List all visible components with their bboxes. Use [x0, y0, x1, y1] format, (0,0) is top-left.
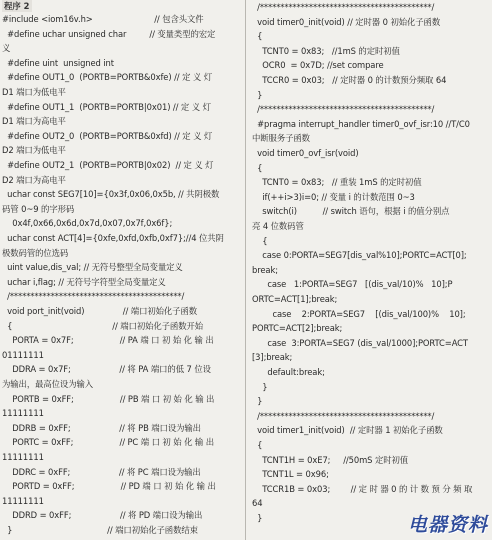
code-line: TCNT1L = 0x96;: [252, 469, 329, 480]
code-line: uint value,dis_val; // 无符号整型全局变量定义: [2, 262, 183, 273]
code-line: default:break;: [252, 367, 325, 377]
code-line: PORTB = 0xFF; // PB 端 口 初 始 化 输 出: [2, 393, 215, 404]
code-line: #include <iom16v.h> // 包含头文件: [2, 14, 204, 24]
code-line: 中断服务子函数: [252, 133, 310, 144]
code-line: case 1:PORTA=SEG7 [(dis_val/10)% 10];P: [252, 279, 453, 290]
program-tag: 程序 2: [4, 1, 30, 11]
code-line: TCCR0 = 0x03; // 定时器 0 的计数预分频取 64: [252, 75, 447, 85]
code-line: 01111111: [2, 349, 44, 360]
code-line: 0x4f,0x66,0x6d,0x7d,0x07,0x7f,0x6f};: [2, 218, 173, 229]
code-line: DDRC = 0xFF; // 将 PC 端口设为输出: [2, 466, 201, 477]
code-line: OCR0 = 0x7D; //set compare: [252, 60, 384, 71]
code-line: 亮 4 位数码管: [252, 221, 304, 231]
code-line: #define OUT1_1 (PORTB=PORTB|0x01) // 定 义 灯: [2, 101, 211, 112]
code-line: void timer0_ovf_isr(void): [252, 148, 359, 158]
code-line: }: [252, 513, 263, 523]
code-line: TCNT0 = 0x83; // 重装 1mS 的定时初值: [252, 177, 422, 188]
code-line: }: [252, 396, 263, 407]
code-line: PORTA = 0x7F; // PA 端 口 初 始 化 输 出: [2, 335, 214, 346]
code-line: } // 端口初始化子函数结束: [2, 525, 198, 535]
code-line: void timer1_init(void) // 定时器 1 初始化子函数: [252, 425, 443, 436]
code-line: D2 端口为低电平: [2, 145, 66, 156]
code-line: void timer0_init(void) // 定时器 0 初始化子函数: [252, 16, 441, 27]
code-line: void port_init(void) // 端口初始化子函数: [2, 306, 198, 316]
code-line: /******************************************/: [252, 410, 435, 421]
code-line: 极数码管的位选码: [2, 247, 69, 258]
code-line: D2 端口为高电平: [2, 174, 66, 185]
code-line: break;: [252, 264, 278, 275]
code-line: case 2:PORTA=SEG7 [(dis_val/100)% 10];: [252, 308, 466, 319]
code-line: /******************************************/: [252, 104, 435, 115]
code-line: 11111111: [2, 495, 44, 506]
code-line: case 0:PORTA=SEG7[dis_val%10];PORTC=ACT[0];: [252, 250, 467, 261]
code-line: uchar const SEG7[10]={0x3f,0x06,0x5b, // 共阴极数: [2, 189, 220, 200]
code-line: TCNT1H = 0xE7; //50mS 定时初值: [252, 454, 409, 465]
code-line: 为输出，最高位设为输入: [2, 379, 94, 389]
code-line: 11111111: [2, 452, 44, 462]
code-line: #define OUT2_1 (PORTB=PORTB|0x02) // 定 义 灯: [2, 160, 214, 170]
code-line: }: [252, 89, 263, 100]
code-line: {: [252, 162, 263, 173]
code-line: PORTD = 0xFF; // PD 端 口 初 始 化 输 出: [2, 481, 216, 492]
code-line: /******************************************/: [2, 291, 185, 302]
code-line: DDRB = 0xFF; // 将 PB 端口设为输出: [2, 422, 201, 433]
code-line: if(++i>3)i=0; // 变量 i 的计数范围 0~3: [252, 191, 415, 202]
code-line: { // 端口初始化子函数开始: [2, 320, 204, 331]
code-line: /******************************************/: [252, 2, 435, 12]
code-line: switch(i) // switch 语句，根据 i 的值分别点: [252, 206, 450, 217]
code-line: [3];break;: [252, 352, 293, 363]
code-line: 码管 0~9 的字形码: [2, 203, 75, 214]
code-line: uchar i,flag; // 无符号字符型全局变量定义: [2, 276, 166, 287]
code-line: {: [252, 440, 263, 450]
code-line: case 3:PORTA=SEG7 (dis_val/1000];PORTC=ACT: [252, 337, 468, 348]
code-line: #define OUT2_0 (PORTB=PORTB&0xfd) // 定 义 灯: [2, 130, 213, 141]
code-line: #define uchar unsigned char // 变量类型的宏定: [2, 28, 216, 39]
code-line: #define uint unsigned int: [2, 57, 114, 68]
code-line: TCNT0 = 0x83; //1mS 的定时初值: [252, 45, 400, 56]
code-line: ORTC=ACT[1];break;: [252, 294, 338, 304]
code-line: #define OUT1_0 (PORTB=PORTB&0xfe) // 定 义 灯: [2, 72, 213, 83]
code-line: #pragma interrupt_handler timer0_ovf_isr:10 //T/C0: [252, 118, 470, 129]
watermark: 电器资料: [407, 514, 488, 536]
code-line: }: [252, 381, 268, 392]
column-divider: [245, 0, 246, 540]
code-line: D1 端口为低电平: [2, 87, 66, 97]
code-line: uchar const ACT[4]={0xfe,0xfd,0xfb,0xf7};//4 位共阴: [2, 233, 224, 243]
code-line: PORTC = 0xFF; // PC 端 口 初 始 化 输 出: [2, 437, 215, 448]
code-line: TCCR1B = 0x03; // 定 时 器 0 的 计 数 预 分 频 取: [252, 483, 473, 494]
code-line: 11111111: [2, 408, 44, 419]
code-line: 义: [2, 43, 11, 54]
code-line: 64: [252, 498, 263, 509]
code-line: DDRA = 0x7F; // 将 PA 端口的低 7 位设: [2, 364, 211, 375]
code-line: DDRD = 0xFF; // 将 PD 端口设为输出: [2, 510, 203, 521]
code-line: {: [252, 31, 263, 42]
code-line: {: [252, 235, 268, 246]
code-line: PORTC=ACT[2];break;: [252, 323, 343, 334]
code-line: D1 端口为高电平: [2, 116, 66, 127]
